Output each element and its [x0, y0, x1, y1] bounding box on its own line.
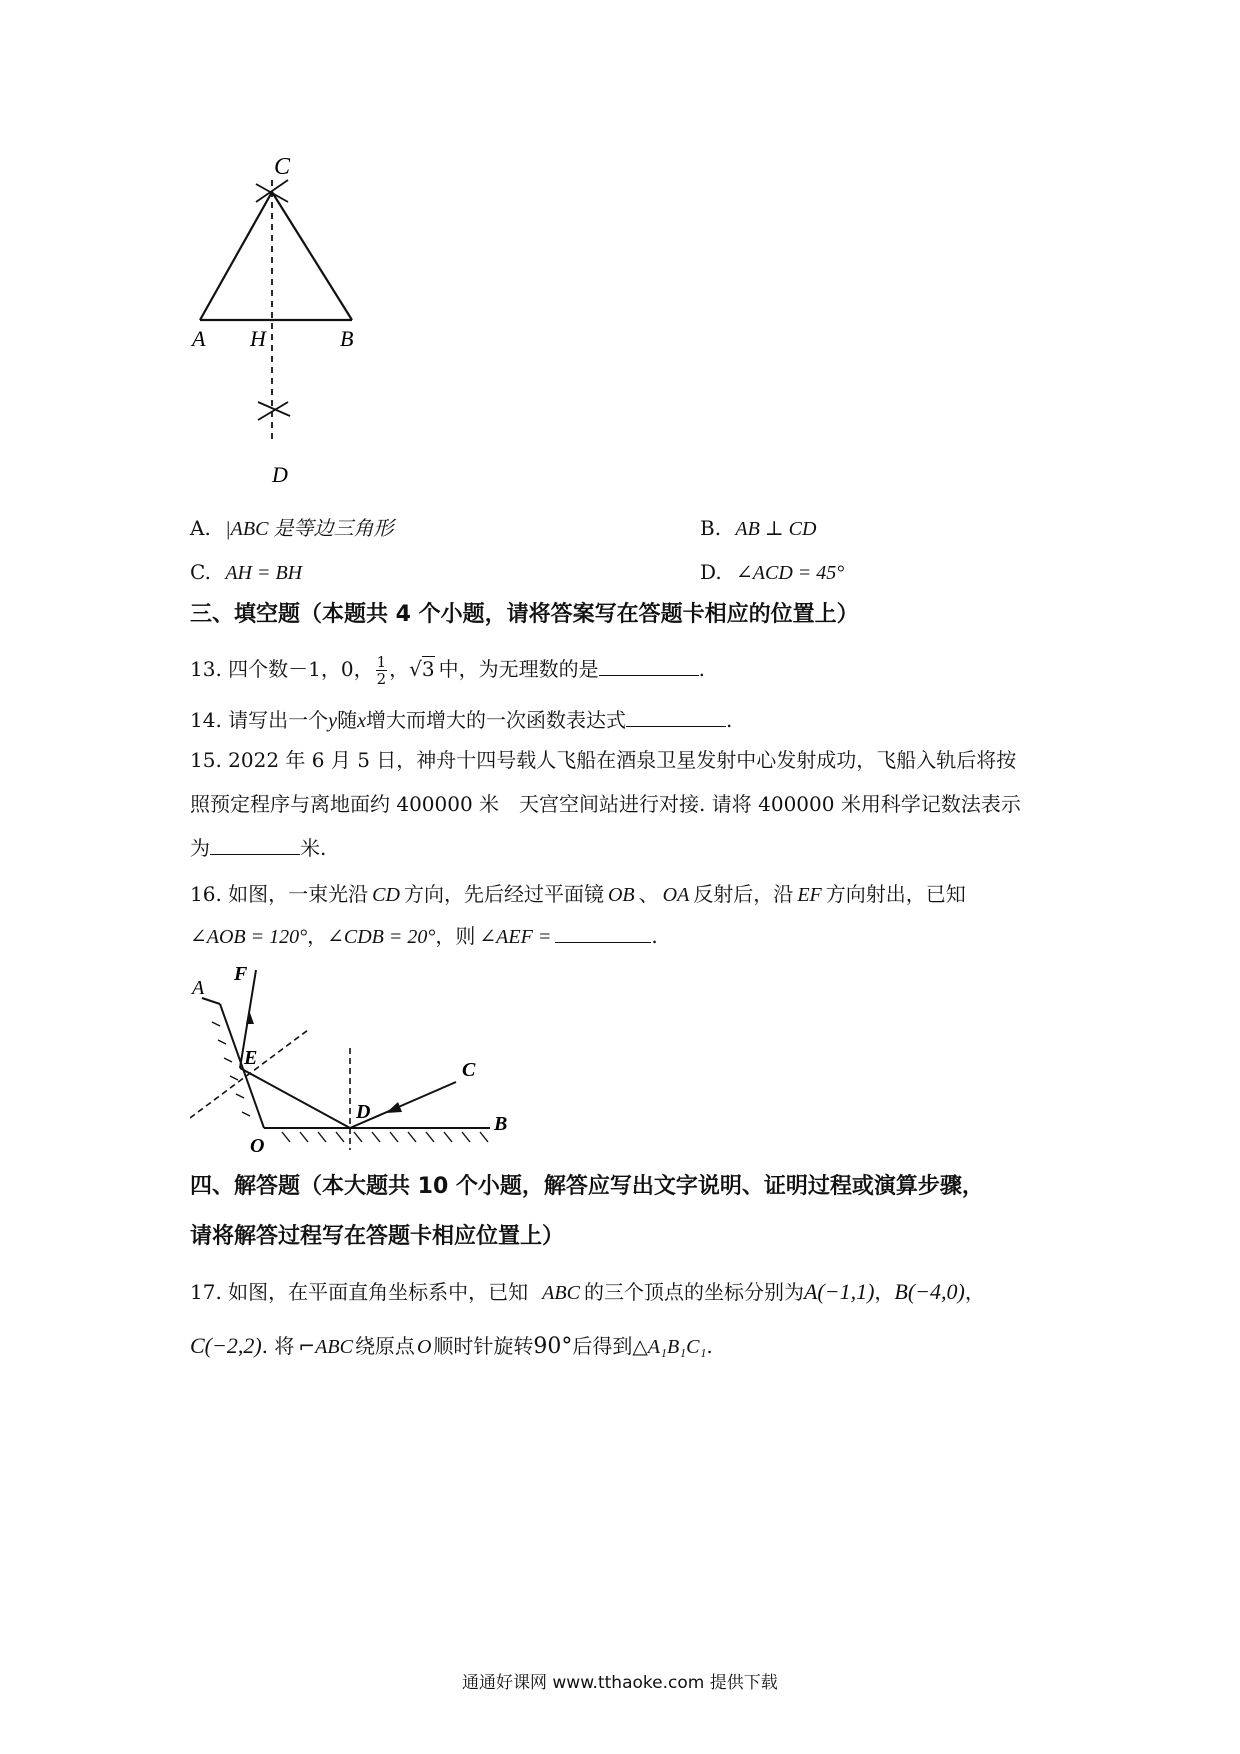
option-b-text: AB ⊥ CD — [735, 518, 817, 540]
option-a-text: |ABC 是等边三角形 — [225, 518, 394, 540]
q13-fraction — [376, 654, 388, 687]
page-footer: 通通好课网 www.tthaoke.com 提供下载 — [462, 1673, 778, 1693]
q17-l1a: 17. 如图，在平面直角坐标系中，已知 — [190, 1280, 529, 1304]
q13-sqrt — [409, 656, 434, 681]
q14-var-y: y — [328, 710, 338, 732]
q16-angle-cdb: ∠CDB = 20° — [327, 926, 436, 948]
q17-end: . — [706, 1334, 713, 1358]
q17-point-b: B(−4,0) — [894, 1279, 965, 1304]
q16-sep: ， — [307, 924, 328, 948]
arrow-cd — [386, 1102, 402, 1113]
q16-l1b: 方向，先后经过平面镜 — [403, 882, 604, 906]
q17-point-c: C(−2,2) — [190, 1333, 262, 1358]
q17-deg: 90° — [533, 1334, 573, 1359]
label-c: C — [274, 154, 291, 180]
q16-angle-aob: ∠AOB = 120° — [190, 926, 308, 948]
q16-end: . — [651, 924, 658, 948]
side-ac — [200, 192, 272, 320]
option-b-letter: B. — [700, 516, 722, 540]
mirror-figure — [190, 960, 520, 1160]
mirror-label-b: B — [494, 1113, 508, 1135]
q16-oa: OA — [662, 884, 690, 906]
mirror-label-d: D — [356, 1101, 371, 1123]
q13-prefix: 13. 四个数－1，0， — [190, 657, 374, 681]
option-d-letter: D. — [700, 560, 722, 584]
q15-line-3 — [190, 834, 326, 862]
section-4-heading-line-1: 四、解答题（本大题共 10 个小题，解答应写出文字说明、证明过程或演算步骤， — [190, 1174, 984, 1199]
q16-mid: ，则 — [435, 924, 476, 948]
q17-l2a: . 将 — [261, 1334, 295, 1358]
q15-line3-post: 米. — [300, 836, 327, 860]
q17-sep1: ， — [874, 1280, 895, 1304]
q17-result: △A₁B₁C₁ — [632, 1336, 707, 1358]
q17-l2b: 绕原点 — [354, 1334, 415, 1358]
q16-l1a: 16. 如图，一束光沿 — [190, 882, 369, 906]
option-c — [190, 558, 302, 587]
side-bc — [272, 192, 352, 320]
q13-suffix: 中，为无理数的是 — [438, 657, 599, 681]
q13-frac-num: 1 — [376, 653, 387, 671]
q13-sqrt-arg: 3 — [421, 657, 435, 681]
q17-l2d: 后得到 — [572, 1334, 633, 1358]
option-a-letter: A. — [190, 516, 211, 540]
section-4-heading-line-2: 请将解答过程写在答题卡相应位置上） — [190, 1224, 565, 1249]
q14-end: . — [725, 708, 733, 732]
q17-tri-sym: ⌐ — [298, 1334, 316, 1358]
q13-end: . — [698, 657, 706, 681]
q15-line-2: 照预定程序与离地面约 400000 米 天宫空间站进行对接. 请将 400000 米用科学记数法表示 — [190, 792, 1021, 816]
q13-sqrt-sym: √ — [409, 657, 422, 681]
mirror-oa — [202, 998, 220, 1004]
q17-l1b: 的三个顶点的坐标分别为 — [583, 1280, 804, 1304]
option-b — [700, 514, 816, 543]
q14-part2: 随 — [337, 708, 358, 732]
q16-l1e: 方向射出，已知 — [825, 882, 966, 906]
q13-frac-den: 2 — [376, 670, 387, 688]
q14-answer-blank[interactable] — [626, 706, 726, 727]
label-a: A — [192, 326, 206, 351]
q14-var-x: x — [357, 710, 366, 732]
q17-abc: ABC — [542, 1282, 580, 1304]
mirror-label-o: O — [250, 1135, 265, 1157]
q17-point-a: A(−1,1) — [803, 1279, 875, 1304]
q16-line-1 — [190, 880, 966, 909]
q14-part3: 增大而增大的一次函数表达式 — [365, 708, 626, 732]
option-c-letter: C. — [190, 560, 211, 584]
q14-part1: 14. 请写出一个 — [190, 708, 329, 732]
q17-abc-2: ABC — [315, 1336, 353, 1358]
label-b: B — [340, 326, 354, 351]
option-d-text: ∠ACD = 45° — [736, 562, 845, 584]
mirror-label-c: C — [462, 1059, 476, 1081]
mirror-label-a: A — [192, 977, 205, 999]
q16-l1d: 反射后，沿 — [693, 882, 794, 906]
q15-line-1: 15. 2022 年 6 月 5 日，神舟十四号载人飞船在酒泉卫星发射中心发射成功，飞船入轨后将按 — [190, 748, 1017, 772]
q17-l2c: 顺时针旋转 — [433, 1334, 534, 1358]
q17-line-1 — [190, 1278, 985, 1307]
option-a — [190, 514, 393, 543]
q15-answer-blank[interactable] — [210, 834, 300, 855]
hatching-ob — [282, 1132, 488, 1142]
q15-line3-pre: 为 — [190, 836, 210, 860]
label-h: H — [250, 326, 266, 351]
q17-sep2: ， — [964, 1280, 985, 1304]
q16-answer-blank[interactable] — [555, 922, 651, 943]
option-c-text: AH = BH — [225, 562, 303, 584]
triangle-figure — [180, 140, 370, 500]
q16-ef: EF — [797, 884, 822, 906]
q17-origin: O — [416, 1336, 432, 1358]
q16-line-2 — [190, 922, 658, 951]
mirror-label-e: E — [244, 1047, 258, 1069]
question-13: 13. 四个数－1，0， $\frac{1}{2}$ ，√3 中，为无理数的是 . — [190, 653, 706, 688]
mirror-label-f: F — [234, 963, 248, 985]
q16-ob: OB — [607, 884, 635, 906]
question-14 — [190, 706, 732, 735]
section-3-heading: 三、填空题（本题共 4 个小题，请将答案写在答题卡相应的位置上） — [190, 602, 859, 627]
q16-angle-aef: ∠AEF = — [479, 926, 552, 948]
label-d: D — [272, 462, 288, 487]
q13-answer-blank[interactable] — [599, 655, 699, 676]
option-d — [700, 558, 844, 587]
ray-de — [240, 1068, 350, 1128]
q16-l1c: 、 — [638, 882, 659, 906]
mirror-oa-main — [220, 1004, 264, 1128]
q17-line-2 — [190, 1332, 713, 1361]
q16-cd: CD — [372, 884, 400, 906]
